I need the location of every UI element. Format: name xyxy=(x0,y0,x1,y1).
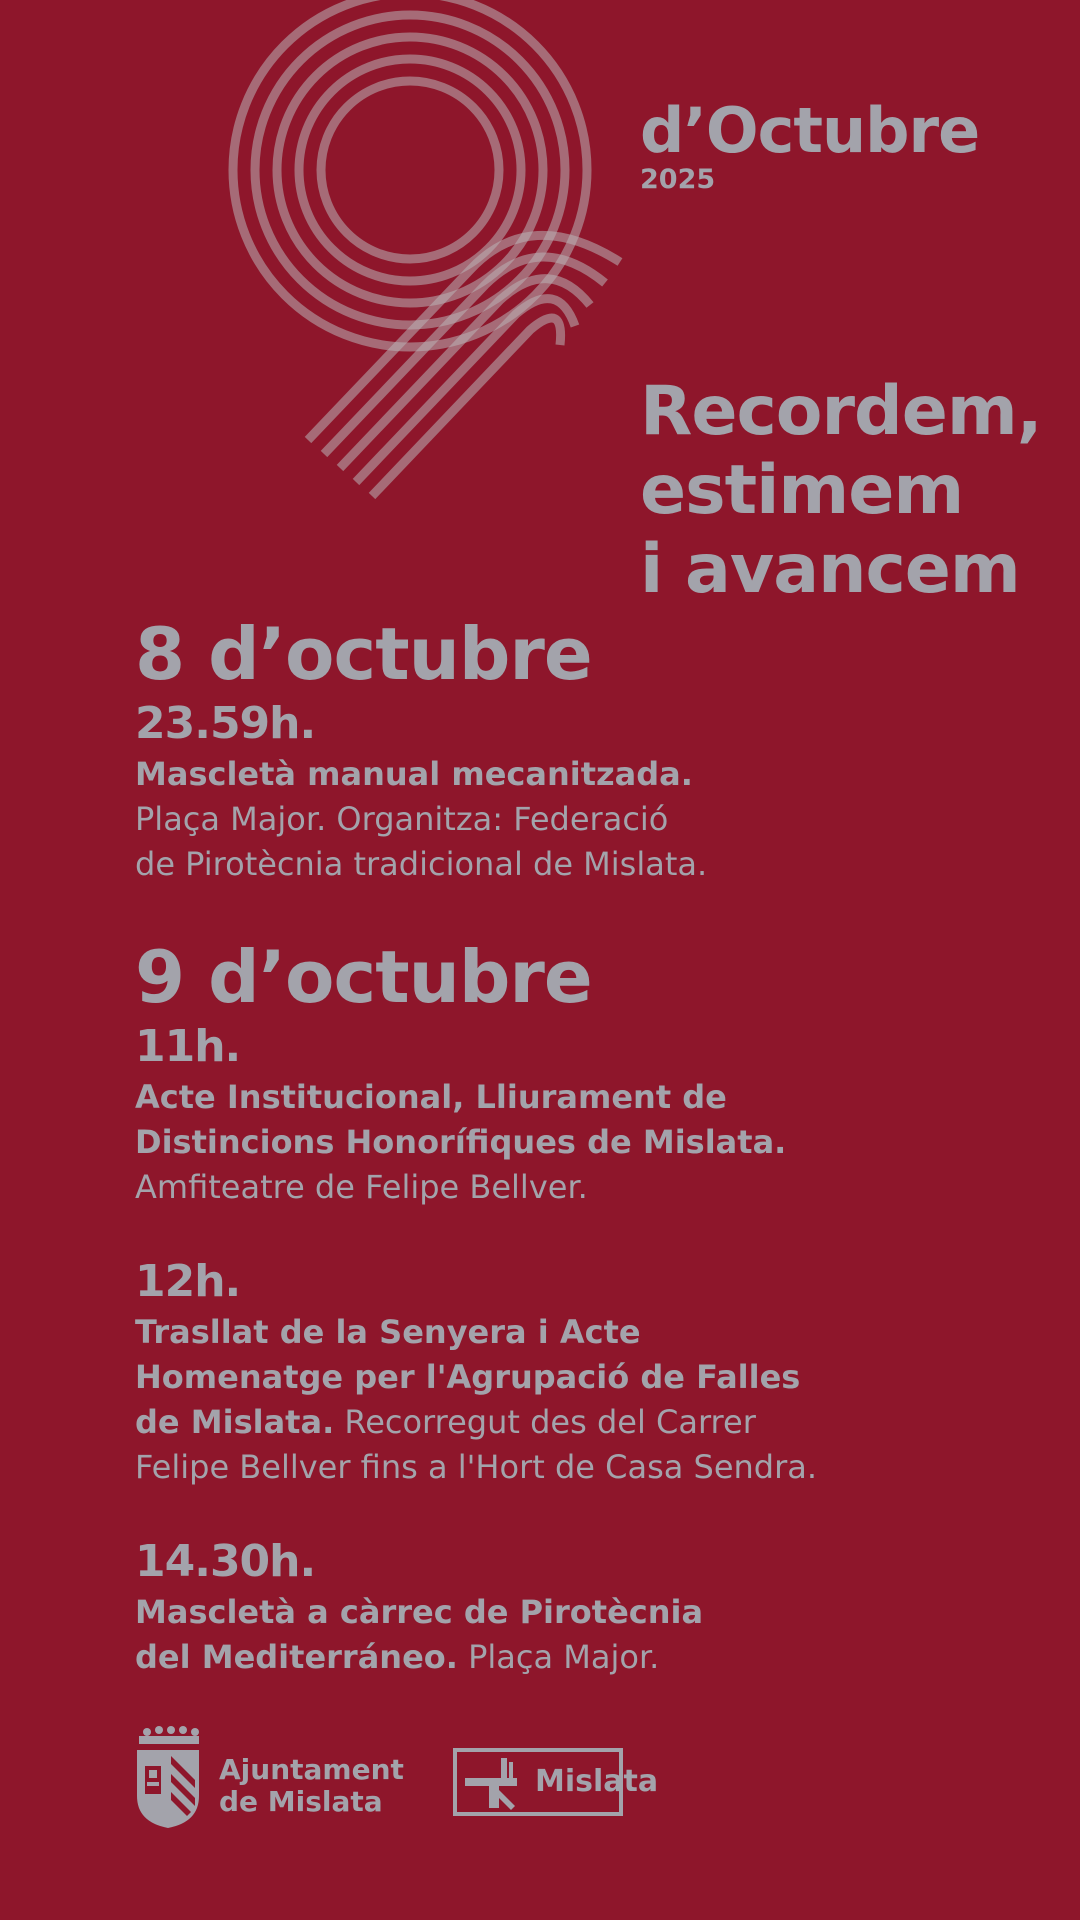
event-detail-text: Plaça Major. xyxy=(468,1638,660,1676)
event-detail-text: Recorregut des del Carrer xyxy=(344,1403,756,1441)
event xyxy=(135,1538,1035,1680)
event-time: 12h. xyxy=(135,1256,241,1307)
mislata-symbol-icon xyxy=(463,1756,529,1812)
ajuntament-name xyxy=(219,1754,404,1818)
footer xyxy=(135,1726,935,1836)
event-detail-line: Plaça Major. Organitza: Federació xyxy=(135,800,669,838)
day-section xyxy=(135,612,1035,887)
event-title-line: Trasllat de la Senyera i Acte xyxy=(135,1313,641,1351)
event-description xyxy=(135,752,1035,887)
event-description xyxy=(135,1075,1035,1210)
event-title-line: Acte Institucional, Lliurament de xyxy=(135,1078,727,1116)
ajuntament-line: de Mislata xyxy=(219,1785,383,1818)
event-title-line: Homenatge per l'Agrupació de Falles xyxy=(135,1358,801,1396)
event-detail-line: Felipe Bellver fins a l'Hort de Casa Sendra. xyxy=(135,1448,818,1486)
event-time: 23.59h. xyxy=(135,698,316,749)
day-title: 8 d’octubre xyxy=(135,612,592,696)
event-title: Mascletà manual mecanitzada. xyxy=(135,755,693,793)
page-year: 2025 xyxy=(640,164,716,195)
event-time: 11h. xyxy=(135,1021,241,1072)
event-detail-line: Amfiteatre de Felipe Bellver. xyxy=(135,1168,588,1206)
mislata-brand-logo xyxy=(453,1748,659,1816)
ajuntament-crest-icon xyxy=(135,1726,201,1830)
day-section xyxy=(135,935,1035,1680)
slogan-line: Recordem, xyxy=(640,372,1042,451)
event-title-line: Distincions Honorífiques de Mislata. xyxy=(135,1123,787,1161)
event-title-line: del Mediterráneo. xyxy=(135,1638,458,1676)
mislata-brand-name: Mislata xyxy=(535,1764,659,1799)
ajuntament-line: Ajuntament xyxy=(219,1753,404,1786)
event-title-line: de Mislata. xyxy=(135,1403,335,1441)
nine-logo-icon xyxy=(200,0,680,500)
title-block xyxy=(640,94,980,195)
event xyxy=(135,700,1035,887)
event-detail-line: de Pirotècnia tradicional de Mislata. xyxy=(135,845,708,883)
schedule xyxy=(135,612,1035,1680)
page-title: d’Octubre xyxy=(640,94,980,167)
event-title-line: Mascletà a càrrec de Pirotècnia xyxy=(135,1593,704,1631)
event xyxy=(135,1258,1035,1490)
event xyxy=(135,1023,1035,1210)
event-description xyxy=(135,1310,1035,1490)
event-description xyxy=(135,1590,1035,1680)
day-title: 9 d’octubre xyxy=(135,935,592,1019)
slogan-line: estimem xyxy=(640,451,964,530)
slogan xyxy=(640,372,1042,609)
slogan-line: i avancem xyxy=(640,530,1020,609)
event-time: 14.30h. xyxy=(135,1536,316,1587)
